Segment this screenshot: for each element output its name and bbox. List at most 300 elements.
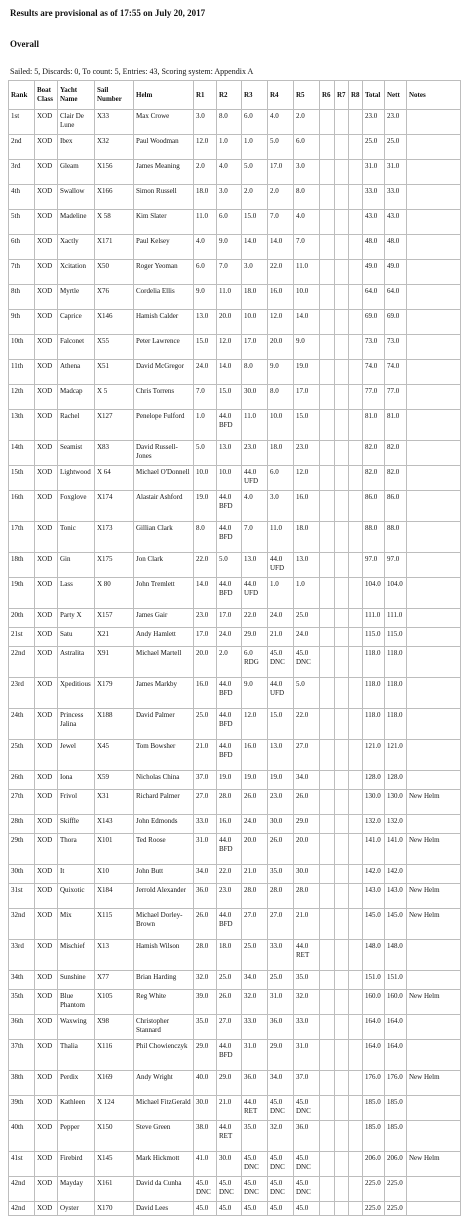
r7-cell [335, 360, 349, 385]
r1-cell: 9.0 [194, 285, 217, 310]
r7-cell [335, 1152, 349, 1177]
table-row [9, 310, 461, 335]
r7-cell [335, 609, 349, 628]
r8-cell [349, 834, 363, 865]
helm-cell: Nicholas China [134, 771, 194, 790]
r7-cell [335, 1040, 349, 1071]
notes-cell [407, 185, 461, 210]
table-row [9, 210, 461, 235]
r5-cell: 2.0 [294, 110, 320, 135]
yacht-name-cell: Seamist [58, 441, 95, 466]
r6-cell [320, 235, 335, 260]
sail-number-cell: X105 [95, 990, 134, 1015]
sail-number-cell: X33 [95, 110, 134, 135]
table-row [9, 790, 461, 815]
series-info: Sailed: 5, Discards: 0, To count: 5, Entries: 43, Scoring system: Appendix A [10, 67, 254, 76]
boat-class-cell: XOD [35, 385, 58, 410]
table-row [9, 1040, 461, 1071]
r1-cell: 22.0 [194, 553, 217, 578]
column-header: Nett [385, 81, 407, 110]
r4-cell: 45.0 DNC [268, 1152, 294, 1177]
sail-number-cell: X171 [95, 235, 134, 260]
r6-cell [320, 260, 335, 285]
r4-cell: 19.0 [268, 771, 294, 790]
r1-cell: 31.0 [194, 834, 217, 865]
r5-cell: 4.0 [294, 210, 320, 235]
r3-cell: 33.0 [242, 1015, 268, 1040]
nett-cell: 43.0 [385, 210, 407, 235]
rank-cell: 5th [9, 210, 35, 235]
boat-class-cell: XOD [35, 609, 58, 628]
r6-cell [320, 771, 335, 790]
r3-cell: 5.0 [242, 160, 268, 185]
r1-cell: 25.0 [194, 709, 217, 740]
helm-cell: David McGregor [134, 360, 194, 385]
r7-cell [335, 884, 349, 909]
r4-cell: 26.0 [268, 834, 294, 865]
yacht-name-cell: Athena [58, 360, 95, 385]
table-row [9, 1015, 461, 1040]
table-row [9, 909, 461, 940]
rank-cell: 27th [9, 790, 35, 815]
r2-cell: 27.0 [217, 1015, 242, 1040]
r1-cell: 45.0 [194, 1202, 217, 1216]
rank-cell: 28th [9, 815, 35, 834]
r2-cell: 8.0 [217, 110, 242, 135]
rank-cell: 39th [9, 1096, 35, 1121]
column-header: R3 [242, 81, 268, 110]
table-row [9, 771, 461, 790]
notes-cell [407, 310, 461, 335]
column-header: R6 [320, 81, 335, 110]
r8-cell [349, 578, 363, 609]
nett-cell: 164.0 [385, 1040, 407, 1071]
yacht-name-cell: Blue Phantom [58, 990, 95, 1015]
r7-cell [335, 185, 349, 210]
boat-class-cell: XOD [35, 740, 58, 771]
r6-cell [320, 385, 335, 410]
r5-cell: 17.0 [294, 385, 320, 410]
notes-cell [407, 441, 461, 466]
rank-cell: 40th [9, 1121, 35, 1152]
r2-cell: 2.0 [217, 647, 242, 678]
nett-cell: 33.0 [385, 185, 407, 210]
yacht-name-cell: It [58, 865, 95, 884]
r7-cell [335, 335, 349, 360]
r2-cell: 28.0 [217, 790, 242, 815]
r4-cell: 45.0 DNC [268, 1177, 294, 1202]
rank-cell: 7th [9, 260, 35, 285]
helm-cell: Max Crowe [134, 110, 194, 135]
r7-cell [335, 210, 349, 235]
table-row [9, 385, 461, 410]
column-header: R7 [335, 81, 349, 110]
r6-cell [320, 553, 335, 578]
helm-cell: Ted Roose [134, 834, 194, 865]
r1-cell: 23.0 [194, 609, 217, 628]
sail-number-cell: X 58 [95, 210, 134, 235]
yacht-name-cell: Satu [58, 628, 95, 647]
notes-cell [407, 1015, 461, 1040]
notes-cell: New Helm [407, 834, 461, 865]
rank-cell: 12th [9, 385, 35, 410]
nett-cell: 185.0 [385, 1121, 407, 1152]
results-status: Results are provisional as of 17:55 on July 20, 2017 [10, 8, 206, 18]
nett-cell: 81.0 [385, 410, 407, 441]
sail-number-cell: X51 [95, 360, 134, 385]
yacht-name-cell: Frivol [58, 790, 95, 815]
sail-number-cell: X150 [95, 1121, 134, 1152]
yacht-name-cell: Waxwing [58, 1015, 95, 1040]
table-row [9, 1202, 461, 1216]
r3-cell: 36.0 [242, 1071, 268, 1096]
rank-cell: 18th [9, 553, 35, 578]
r1-cell: 39.0 [194, 990, 217, 1015]
nett-cell: 25.0 [385, 135, 407, 160]
yacht-name-cell: Foxglove [58, 491, 95, 522]
nett-cell: 160.0 [385, 990, 407, 1015]
r8-cell [349, 285, 363, 310]
r8-cell [349, 335, 363, 360]
r6-cell [320, 834, 335, 865]
yacht-name-cell: Lass [58, 578, 95, 609]
column-header: R2 [217, 81, 242, 110]
table-row [9, 491, 461, 522]
sail-number-cell: X166 [95, 185, 134, 210]
r8-cell [349, 466, 363, 491]
rank-cell: 21st [9, 628, 35, 647]
r8-cell [349, 135, 363, 160]
total-cell: 115.0 [363, 628, 385, 647]
notes-cell [407, 865, 461, 884]
r1-cell: 33.0 [194, 815, 217, 834]
r7-cell [335, 971, 349, 990]
r4-cell: 45.0 DNC [268, 1096, 294, 1121]
notes-cell: New Helm [407, 790, 461, 815]
r3-cell: 29.0 [242, 628, 268, 647]
sail-number-cell: X156 [95, 160, 134, 185]
r6-cell [320, 678, 335, 709]
r7-cell [335, 834, 349, 865]
r4-cell: 18.0 [268, 441, 294, 466]
r6-cell [320, 865, 335, 884]
r7-cell [335, 628, 349, 647]
notes-cell [407, 815, 461, 834]
boat-class-cell: XOD [35, 971, 58, 990]
r3-cell: 34.0 [242, 971, 268, 990]
column-header: R8 [349, 81, 363, 110]
r7-cell [335, 815, 349, 834]
yacht-name-cell: Oyster [58, 1202, 95, 1216]
r6-cell [320, 360, 335, 385]
r3-cell: 17.0 [242, 335, 268, 360]
sail-number-cell: X116 [95, 1040, 134, 1071]
r2-cell: 18.0 [217, 940, 242, 971]
yacht-name-cell: Thora [58, 834, 95, 865]
sail-number-cell: X115 [95, 909, 134, 940]
total-cell: 164.0 [363, 1015, 385, 1040]
r4-cell: 30.0 [268, 815, 294, 834]
r1-cell: 10.0 [194, 466, 217, 491]
helm-cell: Alastair Ashford [134, 491, 194, 522]
yacht-name-cell: Rachel [58, 410, 95, 441]
r6-cell [320, 790, 335, 815]
r5-cell: 23.0 [294, 441, 320, 466]
total-cell: 130.0 [363, 790, 385, 815]
r1-cell: 21.0 [194, 740, 217, 771]
r2-cell: 1.0 [217, 135, 242, 160]
r4-cell: 34.0 [268, 1071, 294, 1096]
r3-cell: 3.0 [242, 260, 268, 285]
notes-cell [407, 1177, 461, 1202]
notes-cell [407, 1121, 461, 1152]
r5-cell: 45.0 DNC [294, 1152, 320, 1177]
nett-cell: 49.0 [385, 260, 407, 285]
boat-class-cell: XOD [35, 260, 58, 285]
r6-cell [320, 1096, 335, 1121]
helm-cell: Hamish Calder [134, 310, 194, 335]
r5-cell: 24.0 [294, 628, 320, 647]
helm-cell: Andy Hamlett [134, 628, 194, 647]
r6-cell [320, 110, 335, 135]
r6-cell [320, 740, 335, 771]
notes-cell [407, 647, 461, 678]
notes-cell [407, 1040, 461, 1071]
helm-cell: Cordelia Ellis [134, 285, 194, 310]
rank-cell: 15th [9, 466, 35, 491]
r4-cell: 36.0 [268, 1015, 294, 1040]
helm-cell: David da Cunha [134, 1177, 194, 1202]
table-row [9, 1096, 461, 1121]
nett-cell: 23.0 [385, 110, 407, 135]
nett-cell: 151.0 [385, 971, 407, 990]
r5-cell: 25.0 [294, 609, 320, 628]
helm-cell: Jon Clark [134, 553, 194, 578]
r8-cell [349, 647, 363, 678]
helm-cell: Chris Torrens [134, 385, 194, 410]
nett-cell: 74.0 [385, 360, 407, 385]
total-cell: 132.0 [363, 815, 385, 834]
table-row [9, 709, 461, 740]
rank-cell: 37th [9, 1040, 35, 1071]
notes-cell [407, 360, 461, 385]
helm-cell: Peter Lawrence [134, 335, 194, 360]
r5-cell: 7.0 [294, 235, 320, 260]
table-row [9, 285, 461, 310]
boat-class-cell: XOD [35, 790, 58, 815]
nett-cell: 176.0 [385, 1071, 407, 1096]
r8-cell [349, 1202, 363, 1216]
total-cell: 88.0 [363, 522, 385, 553]
r3-cell: 2.0 [242, 185, 268, 210]
total-cell: 225.0 [363, 1177, 385, 1202]
r3-cell: 11.0 [242, 410, 268, 441]
r5-cell: 6.0 [294, 135, 320, 160]
notes-cell [407, 628, 461, 647]
r4-cell: 17.0 [268, 160, 294, 185]
r4-cell: 2.0 [268, 185, 294, 210]
yacht-name-cell: Tonic [58, 522, 95, 553]
total-cell: 148.0 [363, 940, 385, 971]
r2-cell: 10.0 [217, 466, 242, 491]
helm-cell: Andy Wright [134, 1071, 194, 1096]
boat-class-cell: XOD [35, 410, 58, 441]
notes-cell: New Helm [407, 1152, 461, 1177]
r5-cell: 29.0 [294, 815, 320, 834]
results-table [8, 80, 461, 1216]
notes-cell [407, 522, 461, 553]
r2-cell: 44.0 BFD [217, 909, 242, 940]
r5-cell: 14.0 [294, 310, 320, 335]
total-cell: 160.0 [363, 990, 385, 1015]
total-cell: 48.0 [363, 235, 385, 260]
yacht-name-cell: Mayday [58, 1177, 95, 1202]
total-cell: 118.0 [363, 709, 385, 740]
r8-cell [349, 441, 363, 466]
sail-number-cell: X 124 [95, 1096, 134, 1121]
r3-cell: 32.0 [242, 990, 268, 1015]
sail-number-cell: X21 [95, 628, 134, 647]
r6-cell [320, 441, 335, 466]
r8-cell [349, 771, 363, 790]
r5-cell: 33.0 [294, 1015, 320, 1040]
r8-cell [349, 385, 363, 410]
table-row [9, 260, 461, 285]
table-row [9, 335, 461, 360]
r3-cell: 4.0 [242, 491, 268, 522]
r6-cell [320, 335, 335, 360]
nett-cell: 206.0 [385, 1152, 407, 1177]
r6-cell [320, 990, 335, 1015]
nett-cell: 115.0 [385, 628, 407, 647]
r8-cell [349, 971, 363, 990]
notes-cell [407, 1202, 461, 1216]
r4-cell: 27.0 [268, 909, 294, 940]
r3-cell: 25.0 [242, 940, 268, 971]
helm-cell: John Tremlett [134, 578, 194, 609]
notes-cell [407, 940, 461, 971]
r6-cell [320, 210, 335, 235]
r5-cell: 32.0 [294, 990, 320, 1015]
boat-class-cell: XOD [35, 335, 58, 360]
yacht-name-cell: Xcitation [58, 260, 95, 285]
r3-cell: 23.0 [242, 441, 268, 466]
total-cell: 25.0 [363, 135, 385, 160]
table-row [9, 971, 461, 990]
r2-cell: 3.0 [217, 185, 242, 210]
total-cell: 82.0 [363, 441, 385, 466]
boat-class-cell: XOD [35, 909, 58, 940]
sail-number-cell: X173 [95, 522, 134, 553]
nett-cell: 97.0 [385, 553, 407, 578]
boat-class-cell: XOD [35, 553, 58, 578]
r2-cell: 24.0 [217, 628, 242, 647]
table-row [9, 678, 461, 709]
r8-cell [349, 1177, 363, 1202]
r2-cell: 9.0 [217, 235, 242, 260]
r2-cell: 26.0 [217, 990, 242, 1015]
r5-cell: 34.0 [294, 771, 320, 790]
r5-cell: 45.0 [294, 1202, 320, 1216]
r1-cell: 18.0 [194, 185, 217, 210]
r3-cell: 45.0 DNC [242, 1152, 268, 1177]
total-cell: 77.0 [363, 385, 385, 410]
r4-cell: 5.0 [268, 135, 294, 160]
boat-class-cell: XOD [35, 678, 58, 709]
r8-cell [349, 815, 363, 834]
r1-cell: 6.0 [194, 260, 217, 285]
table-row [9, 609, 461, 628]
nett-cell: 225.0 [385, 1177, 407, 1202]
sail-number-cell: X101 [95, 834, 134, 865]
r4-cell: 44.0 UFD [268, 678, 294, 709]
notes-cell [407, 971, 461, 990]
r6-cell [320, 1152, 335, 1177]
r3-cell: 15.0 [242, 210, 268, 235]
nett-cell: 69.0 [385, 310, 407, 335]
helm-cell: Jerrold Alexander [134, 884, 194, 909]
r5-cell: 26.0 [294, 790, 320, 815]
table-row [9, 466, 461, 491]
notes-cell: New Helm [407, 884, 461, 909]
r1-cell: 27.0 [194, 790, 217, 815]
r2-cell: 21.0 [217, 1096, 242, 1121]
notes-cell [407, 709, 461, 740]
r5-cell: 36.0 [294, 1121, 320, 1152]
table-row [9, 628, 461, 647]
r7-cell [335, 441, 349, 466]
r6-cell [320, 1202, 335, 1216]
r2-cell: 44.0 BFD [217, 522, 242, 553]
r1-cell: 2.0 [194, 160, 217, 185]
r1-cell: 41.0 [194, 1152, 217, 1177]
rank-cell: 14th [9, 441, 35, 466]
r2-cell: 15.0 [217, 385, 242, 410]
r7-cell [335, 1177, 349, 1202]
r7-cell [335, 647, 349, 678]
notes-cell [407, 135, 461, 160]
r8-cell [349, 260, 363, 285]
r3-cell: 13.0 [242, 553, 268, 578]
r5-cell: 10.0 [294, 285, 320, 310]
yacht-name-cell: Madeline [58, 210, 95, 235]
notes-cell [407, 466, 461, 491]
r8-cell [349, 1015, 363, 1040]
r1-cell: 11.0 [194, 210, 217, 235]
r4-cell: 13.0 [268, 740, 294, 771]
table-body [9, 110, 461, 1216]
r6-cell [320, 1015, 335, 1040]
r1-cell: 7.0 [194, 385, 217, 410]
r3-cell: 44.0 UFD [242, 578, 268, 609]
r1-cell: 36.0 [194, 884, 217, 909]
r5-cell: 19.0 [294, 360, 320, 385]
sail-number-cell: X 80 [95, 578, 134, 609]
notes-cell [407, 335, 461, 360]
column-header: Notes [407, 81, 461, 110]
helm-cell: Michael O'Donnell [134, 466, 194, 491]
r4-cell: 21.0 [268, 628, 294, 647]
yacht-name-cell: Gin [58, 553, 95, 578]
nett-cell: 142.0 [385, 865, 407, 884]
r1-cell: 26.0 [194, 909, 217, 940]
helm-cell: David Lees [134, 1202, 194, 1216]
r4-cell: 22.0 [268, 260, 294, 285]
r2-cell: 44.0 BFD [217, 578, 242, 609]
r6-cell [320, 971, 335, 990]
r5-cell: 5.0 [294, 678, 320, 709]
total-cell: 206.0 [363, 1152, 385, 1177]
